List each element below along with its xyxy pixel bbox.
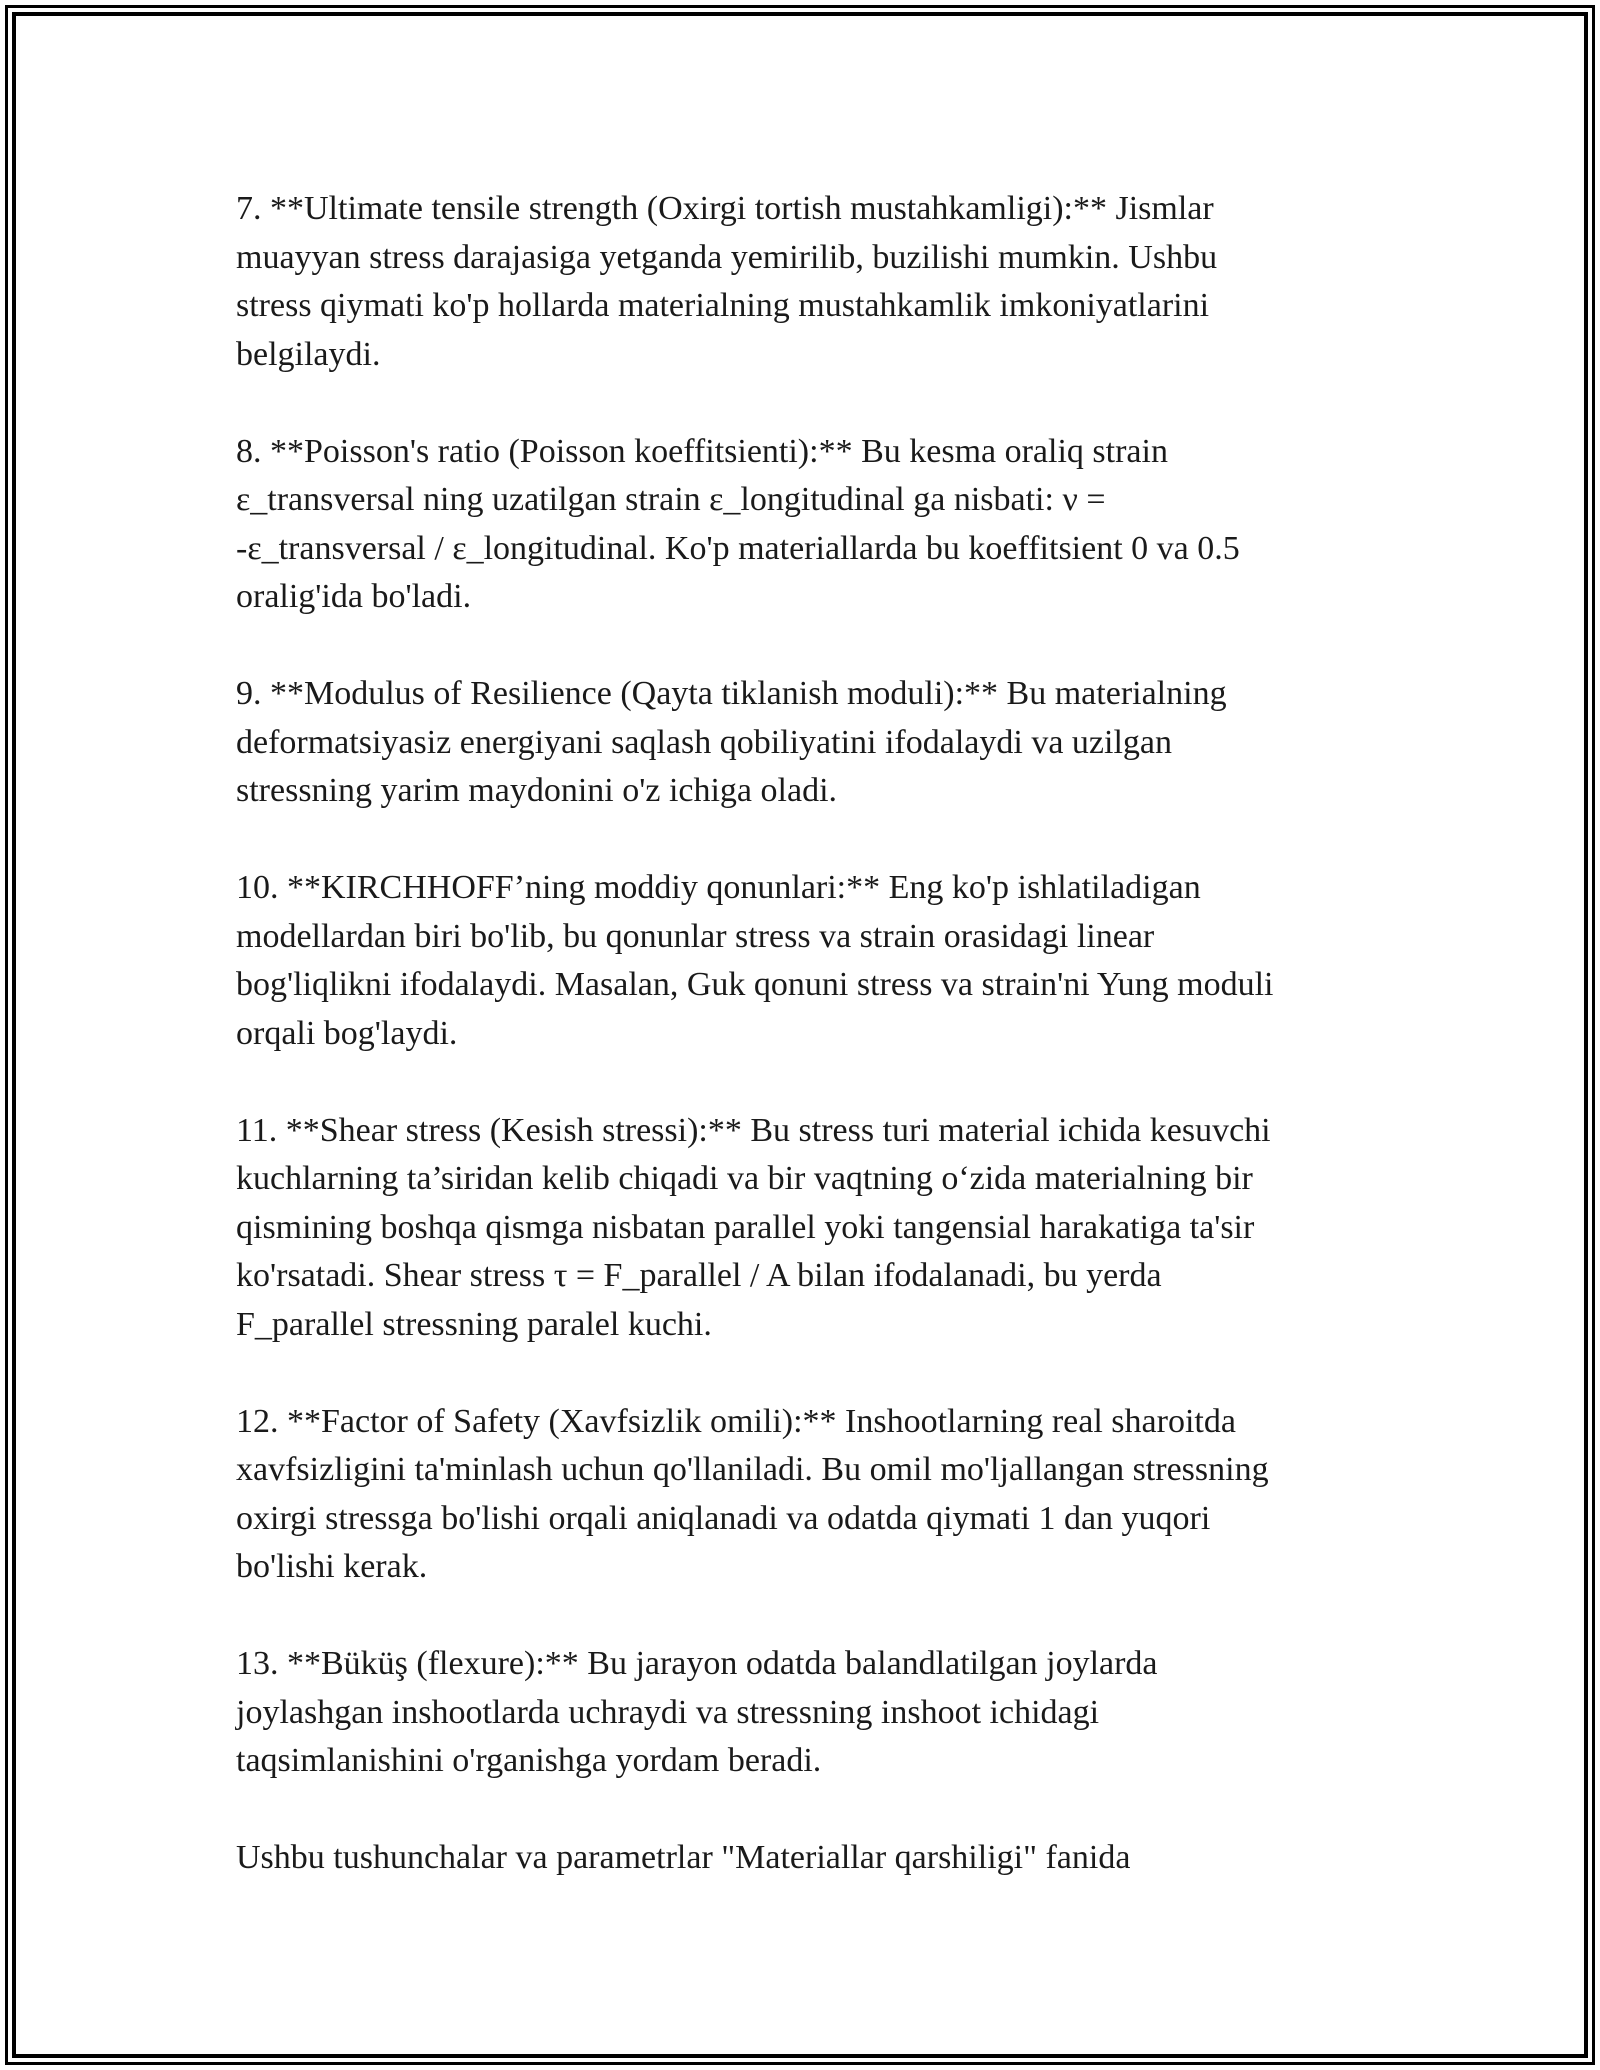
paragraph-poissons-ratio: 8. **Poisson's ratio (Poisson koeffitsienti):** Bu kesma oraliq strain ε_transversal ning uzatilgan strain ε_longitudinal ga nisbati: ν = -ε_transversal / ε_longitudinal. Ko'p materiallarda bu koeffitsient 0 va 0.5 oralig'ida bo'ladi. [236,432,1240,615]
paragraph-conclusion: Ushbu tushunchalar va parametrlar "Materiallar qarshiligi" fanida [236,1839,1131,1876]
paragraph-flexure: 13. **Büküş (flexure):** Bu jarayon odatda balandlatilgan joylarda joylashgan inshootlarda uchraydi va stressning inshoot ichidagi taqsimlanishini o'rganishga yordam beradi. [236,1645,1158,1779]
paragraph-ultimate-tensile-strength: 7. **Ultimate tensile strength (Oxirgi tortish mustahkamligi):** Jismlar muayyan stress darajasiga yetganda yemirilib, buzilishi mumkin. Ushbu stress qiymati ko'p hollarda materialning mustahkamlik imkoniyatlarini belgilaydi. [236,190,1218,373]
paragraph-shear-stress: 11. **Shear stress (Kesish stressi):** Bu stress turi material ichida kesuvchi kuchlarning ta’siridan kelib chiqadi va bir vaqtning o‘zida materialning bir qismining boshqa qismga nisbatan parallel yoki tangensial harakatiga ta'sir ko'rsatadi. Shear stress τ = F_parallel / A bilan ifodalanadi, bu yerda F_parallel stressning paralel kuchi. [236,1111,1271,1343]
document-body [236,185,1366,1931]
paragraph-modulus-of-resilience: 9. **Modulus of Resilience (Qayta tiklanish moduli):** Bu materialning deformatsiyasiz energiyani saqlash qobiliyatini ifodalaydi va uzilgan stressning yarim maydonini o'z ichiga oladi. [236,675,1227,809]
paragraph-kirchhoff-laws: 10. **KIRCHHOFF’ning moddiy qonunlari:** Eng ko'p ishlatiladigan modellardan biri bo'lib, bu qonunlar stress va strain orasidagi linear bog'liqlikni ifodalaydi. Masalan, Guk qonuni stress va strain'ni Yung moduli orqali bog'laydi. [236,869,1274,1052]
paragraph-factor-of-safety: 12. **Factor of Safety (Xavfsizlik omili):** Inshootlarning real sharoitda xavfsizligini ta'minlash uchun qo'llaniladi. Bu omil mo'ljallangan stressning oxirgi stressga bo'lishi orqali aniqlanadi va odatda qiymati 1 dan yuqori bo'lishi kerak. [236,1402,1269,1585]
